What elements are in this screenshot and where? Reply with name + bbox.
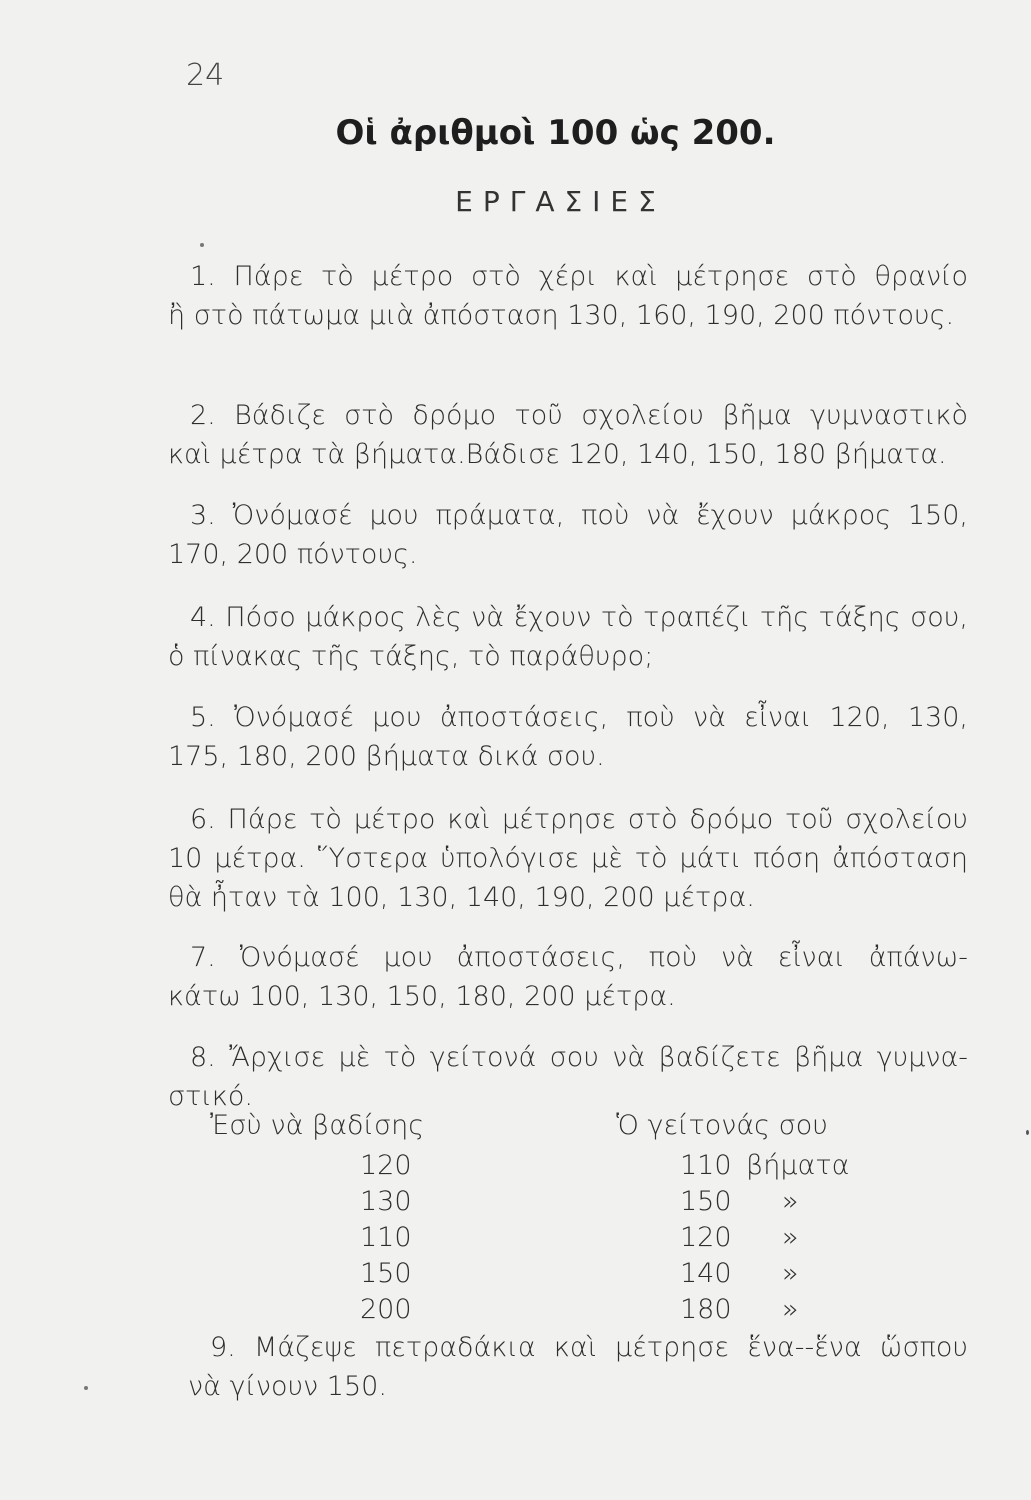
table-row: [210, 1186, 910, 1222]
ditto-mark: »: [782, 1294, 799, 1325]
table-cell-right: 150: [680, 1186, 732, 1217]
table-cell-left: 200: [360, 1294, 412, 1325]
table-header-right: Ὁ γείτονάς σου: [616, 1110, 828, 1141]
table-row: [210, 1294, 910, 1330]
steps-table: [210, 1110, 910, 1330]
page-number: 24: [186, 58, 225, 93]
exercise-1-line1: 1. Πάρε τὸ μέτρο στὸ χέρι καὶ μέτρησε στὸ θρανίο: [190, 261, 968, 292]
exercise-9: [188, 1328, 968, 1406]
print-speck: [84, 1386, 88, 1390]
table-cell-left: 110: [360, 1222, 412, 1253]
exercise-7-line1: 7. Ὀνόμασέ μου ἀποστάσεις, ποὺ νὰ εἶναι ἀπάνω-: [190, 942, 968, 973]
section-heading: ΕΡΓΑΣΙΕΣ: [455, 185, 666, 218]
exercise-3: [168, 496, 968, 574]
exercise-5-rest: 175, 180, 200 βήματα δικά σου.: [168, 741, 605, 772]
exercise-6-rest: 10 μέτρα. Ὕστερα ὑπολόγισε μὲ τὸ μάτι πόση ἀπόσταση θὰ ἦταν τὰ 100, 130, 140, 190, 200 μέτρα.: [168, 843, 968, 913]
table-cell-right: 180: [680, 1294, 732, 1325]
exercise-4-line1: 4. Πόσο μάκρος λὲς νὰ ἔχουν τὸ τραπέζι τῆς τάξης σου,: [190, 602, 968, 633]
print-speck: [200, 243, 204, 247]
exercise-1: [168, 257, 968, 335]
table-row: [210, 1150, 910, 1186]
exercise-5-line1: 5. Ὀνόμασέ μου ἀποστάσεις, ποὺ νὰ εἶναι 120, 130,: [190, 702, 968, 733]
table-header-left: Ἐσὺ νὰ βαδίσης: [210, 1110, 425, 1141]
exercise-8-line1: 8. Ἄρχισε μὲ τὸ γείτονά σου νὰ βαδίζετε βῆμα γυμνα-: [190, 1042, 968, 1073]
exercise-2-rest: καὶ μέτρα τὰ βήματα.Βάδισε 120, 140, 150, 180 βήματα.: [168, 439, 947, 470]
exercise-1-rest: ἢ στὸ πάτωμα μιὰ ἀπόσταση 130, 160, 190, 200 πόντους.: [168, 300, 955, 331]
exercise-9-line1: 9. Μάζεψε πετραδάκια καὶ μέτρησε ἕνα--ἕνα ὥσπου: [210, 1332, 968, 1363]
ditto-mark: »: [782, 1222, 799, 1253]
table-cell-right: 140: [680, 1258, 732, 1289]
table-row: [210, 1258, 910, 1294]
exercise-2-line1: 2. Βάδιζε στὸ δρόμο τοῦ σχολείου βῆμα γυμναστικὸ: [190, 400, 968, 431]
exercise-9-rest: νὰ γίνουν 150.: [188, 1371, 387, 1402]
table-header: [210, 1110, 910, 1150]
table-cell-right: 110: [680, 1150, 732, 1181]
table-unit: βήματα: [746, 1150, 850, 1181]
exercise-5: [168, 698, 968, 776]
exercise-6: [168, 800, 968, 917]
exercise-8-rest: στικό.: [168, 1081, 253, 1112]
table-cell-left: 130: [360, 1186, 412, 1217]
ditto-mark: »: [782, 1186, 799, 1217]
exercise-7: [168, 938, 968, 1016]
print-speck: [1026, 1130, 1029, 1135]
exercise-7-rest: κάτω 100, 130, 150, 180, 200 μέτρα.: [168, 981, 676, 1012]
exercise-3-rest: 170, 200 πόντους.: [168, 539, 418, 570]
exercise-8: [168, 1038, 968, 1116]
exercise-6-line1: 6. Πάρε τὸ μέτρο καὶ μέτρησε στὸ δρόμο τοῦ σχολείου: [190, 804, 968, 835]
table-cell-left: 120: [360, 1150, 412, 1181]
table-cell-right: 120: [680, 1222, 732, 1253]
exercise-2: [168, 396, 968, 474]
table-row: [210, 1222, 910, 1258]
exercise-4: [168, 598, 968, 676]
exercise-4-rest: ὁ πίνακας τῆς τάξης, τὸ παράθυρο;: [168, 641, 654, 672]
exercise-3-line1: 3. Ὀνόμασέ μου πράματα, ποὺ νὰ ἔχουν μάκρος 150,: [190, 500, 968, 531]
table-cell-left: 150: [360, 1258, 412, 1289]
page-title: Οἱ ἀριθμοὶ 100 ὡς 200.: [335, 113, 776, 153]
ditto-mark: »: [782, 1258, 799, 1289]
